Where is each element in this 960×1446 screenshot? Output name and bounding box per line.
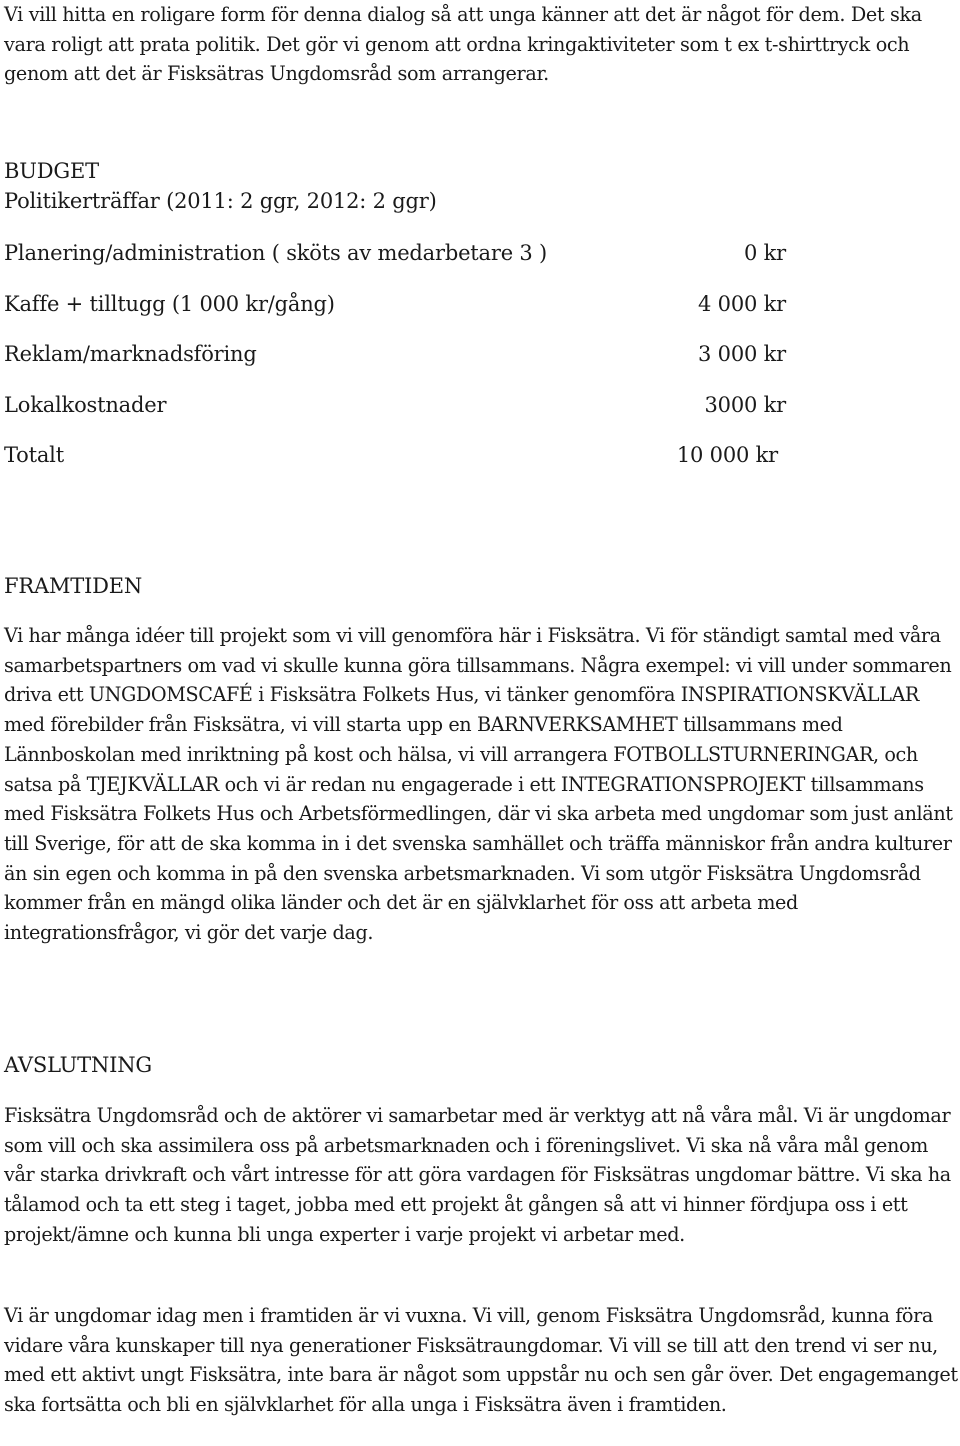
budget-row-label: Lokalkostnader: [4, 393, 167, 417]
budget-row-amount: 0 kr: [744, 241, 786, 265]
budget-row: [4, 391, 804, 419]
budget-row: [4, 340, 804, 368]
budget-subheading: Politikerträffar (2011: 2 ggr, 2012: 2 ggr): [4, 189, 437, 213]
budget-row-amount: 3 000 kr: [698, 342, 786, 366]
budget-total-row: [4, 441, 804, 469]
avslutning-heading: AVSLUTNING: [4, 1053, 152, 1077]
budget-row-label: Reklam/marknadsföring: [4, 342, 257, 366]
budget-row-label: Kaffe + tilltugg (1 000 kr/gång): [4, 292, 335, 316]
budget-row: [4, 239, 804, 267]
budget-total-amount: 10 000 kr: [676, 443, 778, 467]
budget-heading: BUDGET: [4, 159, 99, 183]
intro-paragraph: Vi vill hitta en roligare form för denna dialog så att unga känner att det är något för dem. Det ska vara roligt att prata politik. Det gör vi genom att ordna kringaktiviteter som t ex t-shirttryck och genom att det är Fisksätras Ungdomsråd som arrangerar.: [4, 3, 922, 85]
framtiden-paragraph: Vi har många idéer till projekt som vi vill genomföra här i Fisksätra. Vi för ständigt samtal med våra samarbetspartners om vad vi skulle kunna göra tillsammans. Några exempel: vi vill under sommaren driva ett UNGDOMSCAFÉ i Fisksätra Folkets Hus, vi tänker genomföra INSPIRATIONSKVÄLLAR med förebilder från Fisksätra, vi vill starta upp en BARNVERKSAMHET tillsammans med Lännboskolan med inriktning på kost och hälsa, vi vill arrangera FOTBOLLSTURNERINGAR, och satsa på TJEJKVÄLLAR och vi är redan nu engagerade i ett INTEGRATIONSPROJEKT tillsammans med Fisksätra Folkets Hus och Arbetsförmedlingen, där vi ska arbeta med ungdomar som just anlänt till Sverige, för att de ska komma in i det svenska samhället och träffa människor från andra kulturer än sin egen och komma in på den svenska arbetsmarknaden. Vi som utgör Fisksätra Ungdomsråd kommer från en mängd olika länder och det är en självklarhet för oss att arbeta med integrationsfrågor, vi gör det varje dag.: [4, 624, 953, 945]
framtiden-heading: FRAMTIDEN: [4, 574, 143, 598]
budget-row-amount: 3000 kr: [704, 393, 786, 417]
budget-row-label: Planering/administration ( sköts av medarbetare 3 ): [4, 241, 548, 265]
avslutning-paragraph-1: Fisksätra Ungdomsråd och de aktörer vi samarbetar med är verktyg att nå våra mål. Vi är ungdomar som vill och ska assimilera oss på arbetsmarknaden och i föreningslivet. Vi ska nå våra mål genom vår starka drivkraft och vårt intresse för att göra vardagen för Fisksätras ungdomar bättre. Vi ska ha tålamod och ta ett steg i taget, jobba med ett projekt åt gången så att vi hinner fördjupa oss i ett projekt/ämne och kunna bli unga experter i varje projekt vi arbetar med.: [4, 1104, 951, 1246]
avslutning-paragraph-2: Vi är ungdomar idag men i framtiden är vi vuxna. Vi vill, genom Fisksätra Ungdomsråd, kunna föra vidare våra kunskaper till nya generationer Fisksätraungdomar. Vi vill se till att den trend vi ser nu, med ett aktivt ungt Fisksätra, inte bara är något som uppstår nu och sen går över. Det engagemanget ska fortsätta och bli en självklarhet för alla unga i Fisksätra även i framtiden.: [4, 1304, 958, 1417]
budget-row-label: Totalt: [4, 443, 64, 467]
budget-row-amount: 4 000 kr: [698, 292, 786, 316]
budget-row: [4, 290, 804, 318]
